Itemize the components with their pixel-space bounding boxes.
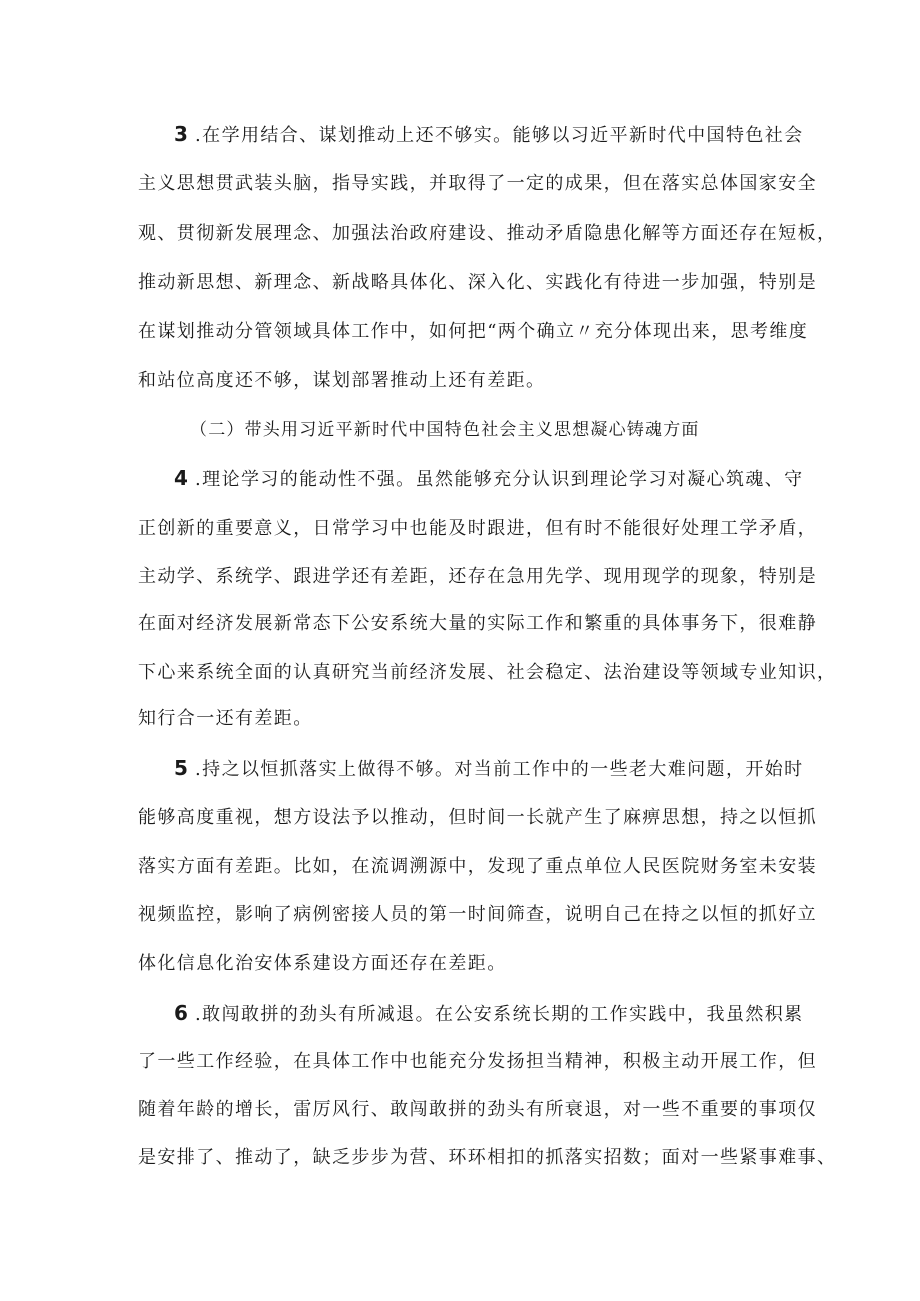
- paragraph-5-line-2: 能够高度重视，想方设法予以推动，但时间一长就产生了麻痹思想，持之以恒抓: [138, 807, 817, 828]
- item-number: 5: [174, 756, 188, 780]
- item-number: 3: [174, 122, 188, 146]
- paragraph-4-line-4: 在面对经济发展新常态下公安系统大量的实际工作和繁重的具体事务下，很难静: [138, 613, 817, 634]
- paragraph-4-line-2: 正创新的重要意义，日常学习中也能及时跟进，但有时不能很好处理工学矛盾，: [138, 518, 817, 539]
- paragraph-4-line-6: 知行合一还有差距。: [138, 708, 313, 729]
- paragraph-3-line-6: 和站位高度还不够，谋划部署推动上还有差距。: [138, 370, 546, 391]
- paragraph-5-line-1: 5 .持之以恒抓落实上做得不够。对当前工作中的一些老大难问题，开始时: [174, 756, 804, 780]
- paragraph-4-line-3: 主动学、系统学、跟进学还有差距，还存在急用先学、现用现学的现象，特别是: [138, 566, 817, 587]
- paragraph-3-line-2: 主义思想贯武装头脑，指导实践，并取得了一定的成果，但在落实总体国家安全: [138, 173, 817, 194]
- paragraph-6-line-2: 了一些工作经验，在具体工作中也能充分发扬担当精神，积极主动开展工作，但: [138, 1051, 817, 1072]
- paragraph-6-line-4: 是安排了、推动了，缺乏步步为营、环环相扣的抓落实招数；面对一些紧事难事、: [138, 1147, 837, 1168]
- paragraph-3-line-5: 在谋划推动分管领域具体工作中，如何把“两个确立〃充分体现出来，思考维度: [138, 321, 809, 342]
- item-number: 4: [174, 466, 188, 490]
- paragraph-5-line-3: 落实方面有差距。比如，在流调溯源中，发现了重点单位人民医院财务室未安装: [138, 856, 817, 877]
- paragraph-4-line-1: 4 .理论学习的能动性不强。虽然能够充分认识到理论学习对凝心筑魂、守: [174, 466, 804, 490]
- paragraph-3-line-1: 3 .在学用结合、谋划推动上还不够实。能够以习近平新时代中国特色社会: [174, 122, 804, 146]
- paragraph-3-line-4: 推动新思想、新理念、新战略具体化、深入化、实践化有待进一步加强，特别是: [138, 272, 817, 293]
- paragraph-6-line-3: 随着年龄的增长，雷厉风行、敢闯敢拼的劲头有所衰退，对一些不重要的事项仅: [138, 1099, 817, 1120]
- section-heading: （二）带头用习近平新时代中国特色社会主义思想凝心铸魂方面: [190, 420, 700, 440]
- paragraph-3-line-3: 观、贯彻新发展理念、加强法治政府建设、推动矛盾隐患化解等方面还存在短板，: [138, 223, 837, 244]
- paragraph-4-line-5: 下心来系统全面的认真研究当前经济发展、社会稳定、法治建设等领域专业知识，: [138, 662, 837, 683]
- paragraph-6-line-1: 6 .敢闯敢拼的劲头有所减退。在公安系统长期的工作实践中，我虽然积累: [174, 1001, 804, 1025]
- item-number: 6: [174, 1001, 188, 1025]
- paragraph-5-line-4: 视频监控，影响了病例密接人员的第一时间筛查，说明自己在持之以恒的抓好立: [138, 904, 817, 925]
- paragraph-5-line-5: 体化信息化治安体系建设方面还存在差距。: [138, 953, 507, 974]
